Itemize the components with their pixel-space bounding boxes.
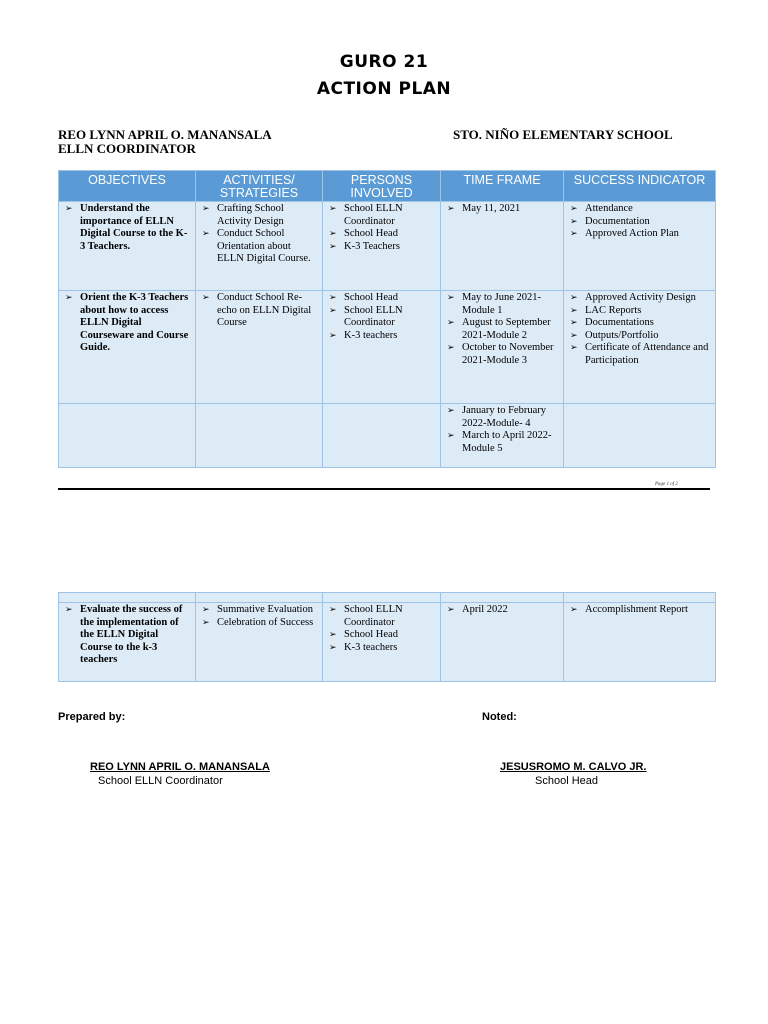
table-cell [564, 593, 716, 603]
list-item: ➢ Conduct School Re-echo on ELLN Digital Course [200, 292, 318, 330]
table-row [59, 202, 716, 291]
cell-timeframe [441, 291, 564, 404]
indicators-list [564, 291, 715, 370]
page-break-line [58, 488, 710, 490]
cell-objectives [59, 404, 196, 468]
cell-objectives [59, 202, 196, 291]
persons-list [323, 291, 440, 344]
objectives-list [59, 404, 195, 407]
table-header-row [59, 171, 716, 202]
list-item: ➢ School Head [327, 629, 436, 642]
list-item: ➢ LAC Reports [568, 305, 711, 318]
persons-list [323, 202, 440, 255]
list-item: ➢ Celebration of Success [200, 617, 318, 630]
list-item: ➢ K-3 teachers [327, 642, 436, 655]
cell-timeframe [441, 404, 564, 468]
cell-indicators [564, 291, 716, 404]
list-item: ➢ Approved Action Plan [568, 228, 711, 241]
list-item: ➢ Certificate of Attendance and Participation [568, 342, 711, 367]
cell-indicators [564, 603, 716, 682]
objectives-list [59, 603, 195, 669]
cell-activities [196, 291, 323, 404]
coordinator-position: ELLN COORDINATOR [58, 141, 196, 156]
continued-header-row [59, 593, 716, 603]
cell-objectives [59, 291, 196, 404]
list-item: ➢ K-3 teachers [327, 330, 436, 343]
indicators-list [564, 404, 715, 407]
cell-indicators [564, 202, 716, 291]
list-item: ➢ Documentations [568, 317, 711, 330]
cell-timeframe [441, 603, 564, 682]
indicators-list [564, 202, 715, 243]
list-item: ➢ School ELLN Coordinator [327, 203, 436, 228]
list-item: ➢ January to February 2022-Module- 4 [445, 405, 559, 430]
page-number: Page 1 of 2 [655, 482, 678, 487]
list-item: ➢ Evaluate the success of the implementation of the ELLN Digital Course to the k-3 teachers [63, 604, 191, 667]
list-item: ➢ October to November 2021-Module 3 [445, 342, 559, 367]
list-item: ➢ K-3 Teachers [327, 241, 436, 254]
list-item: ➢ March to April 2022-Module 5 [445, 430, 559, 455]
table-row [59, 603, 716, 682]
persons-list [323, 404, 440, 407]
timeframe-list [441, 603, 563, 619]
activities-list [196, 404, 322, 407]
list-item: ➢ Conduct School Orientation about ELLN Digital Course. [200, 228, 318, 266]
cell-activities [196, 603, 323, 682]
list-item: ➢ School ELLN Coordinator [327, 604, 436, 629]
noted-by-role: School Head [535, 775, 598, 787]
list-item: ➢ Accomplishment Report [568, 604, 711, 617]
noted-label: Noted: [482, 711, 517, 723]
table-cell [323, 593, 441, 603]
cell-indicators [564, 404, 716, 468]
list-item: ➢ School Head [327, 292, 436, 305]
list-item: ➢ May to June 2021-Module 1 [445, 292, 559, 317]
table-cell [441, 593, 564, 603]
column-header-indicator: SUCCESS INDICATOR [564, 171, 716, 202]
school-name: STO. NIÑO ELEMENTARY SCHOOL [453, 127, 673, 142]
table-cell [196, 593, 323, 603]
timeframe-list [441, 404, 563, 457]
cell-activities [196, 404, 323, 468]
document-subtitle: ACTION PLAN [316, 79, 452, 99]
table-cell [59, 593, 196, 603]
list-item: ➢ Outputs/Portfolio [568, 330, 711, 343]
list-item: ➢ Documentation [568, 216, 711, 229]
timeframe-list [441, 202, 563, 218]
action-plan-table-continued [58, 592, 716, 682]
column-header-objectives: OBJECTIVES [59, 171, 196, 202]
list-item: ➢ Crafting School Activity Design [200, 203, 318, 228]
prepared-by-role: School ELLN Coordinator [98, 775, 223, 787]
prepared-by-label: Prepared by: [58, 711, 126, 723]
list-item: ➢ Summative Evaluation [200, 604, 318, 617]
cell-persons [323, 291, 441, 404]
list-item: ➢ School Head [327, 228, 436, 241]
cell-timeframe [441, 202, 564, 291]
prepared-by-name: REO LYNN APRIL O. MANANSALA [90, 761, 270, 773]
list-item: ➢ Orient the K-3 Teachers about how to access ELLN Digital Courseware and Course Guide. [63, 292, 191, 355]
objectives-list [59, 202, 195, 255]
coordinator-name: REO LYNN APRIL O. MANANSALA [58, 127, 272, 142]
cell-activities [196, 202, 323, 291]
timeframe-list [441, 291, 563, 370]
objectives-list [59, 291, 195, 357]
activities-list [196, 202, 322, 268]
list-item: ➢ Understand the importance of ELLN Digital Course to the K-3 Teachers. [63, 203, 191, 253]
cell-persons [323, 202, 441, 291]
activities-list [196, 603, 322, 631]
cell-persons [323, 603, 441, 682]
indicators-list [564, 603, 715, 619]
column-header-timeframe: TIME FRAME [441, 171, 564, 202]
column-header-activities: ACTIVITIES/ STRATEGIES [196, 171, 323, 202]
column-header-persons: PERSONS INVOLVED [323, 171, 441, 202]
persons-list [323, 603, 440, 656]
table-row [59, 291, 716, 404]
list-item: ➢ School ELLN Coordinator [327, 305, 436, 330]
table-row [59, 404, 716, 468]
document-title: GURO 21 [339, 52, 429, 72]
list-item: ➢ August to September 2021-Module 2 [445, 317, 559, 342]
activities-list [196, 291, 322, 332]
cell-persons [323, 404, 441, 468]
list-item: ➢ April 2022 [445, 604, 559, 617]
list-item: ➢ Approved Activity Design [568, 292, 711, 305]
list-item: ➢ Attendance [568, 203, 711, 216]
list-item: ➢ May 11, 2021 [445, 203, 559, 216]
action-plan-table [58, 170, 716, 468]
cell-objectives [59, 603, 196, 682]
noted-by-name: JESUSROMO M. CALVO JR. [500, 761, 647, 773]
